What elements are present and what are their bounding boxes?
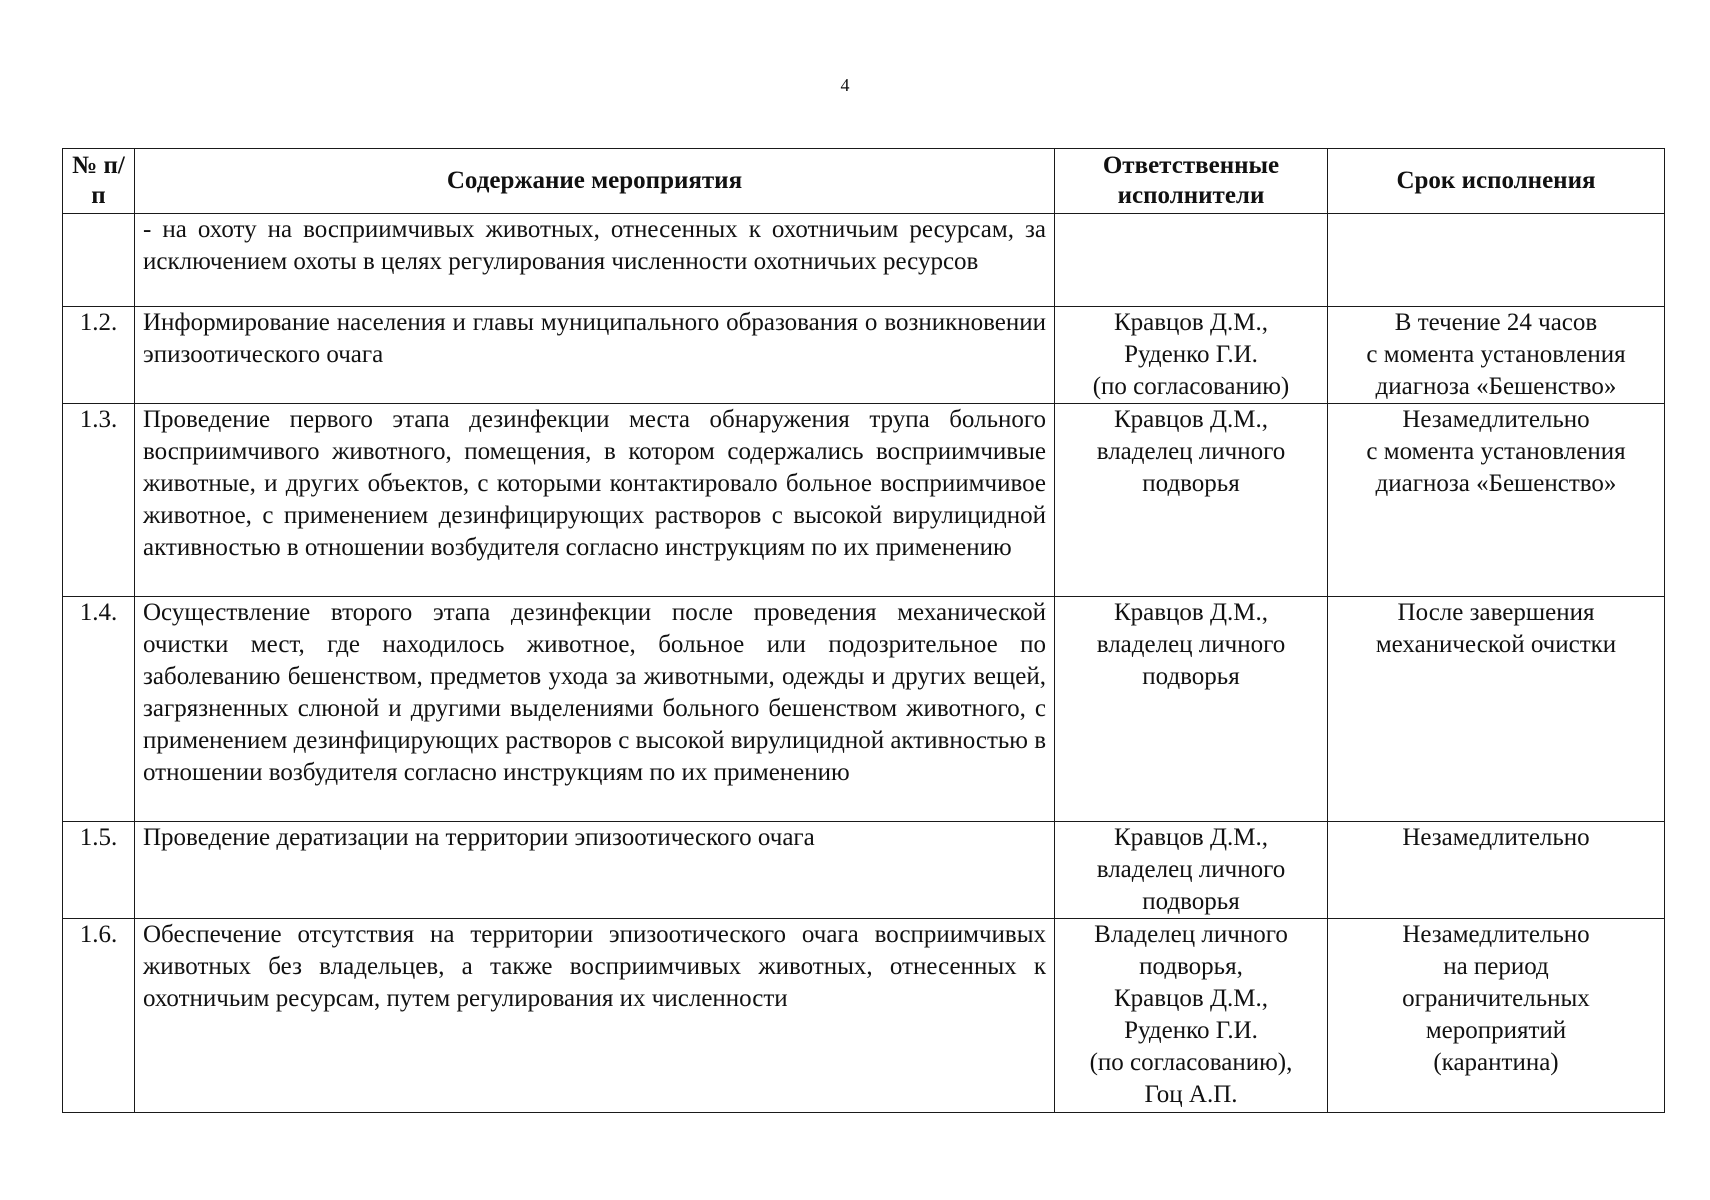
row-content: Обеспечение отсутствия на территории эпизоотического очага восприимчивых животных без владельцев, а также восприимчивых животных, отнесенных к охотничьим ресурсам, путем регулирования их численности [135, 919, 1055, 1113]
row-responsible [1055, 822, 1328, 919]
header-content: Содержание мероприятия [135, 149, 1055, 214]
header-responsible: Ответственные исполнители [1055, 149, 1328, 214]
table-row [63, 307, 1665, 404]
deadline-line: диагноза «Бешенство» [1375, 470, 1617, 497]
deadline-line: диагноза «Бешенство» [1375, 373, 1617, 400]
row-number: 1.3. [63, 404, 135, 597]
deadline-line: Незамедлительно [1402, 921, 1590, 948]
row-number: 1.4. [63, 597, 135, 822]
responsible-line: Владелец личного [1094, 921, 1288, 948]
row-number: 1.5. [63, 822, 135, 919]
deadline-line: механической очистки [1375, 631, 1617, 658]
responsible-line: Гоц А.П. [1144, 1081, 1238, 1108]
row-content: Осуществление второго этапа дезинфекции после проведения механической очистки мест, где находилось животное, больное или подозрительное по заболеванию бешенством, предметов ухода за животными, одежды и других вещей, загрязненных слюной и другими выделениями больного бешенством животного, с применением дезинфицирующих растворов с высокой вирулицидной активностью в отношении возбудителя согласно инструкциям по их применению [135, 597, 1055, 822]
deadline-line: с момента установления [1366, 341, 1626, 368]
deadline-line: Незамедлительно [1402, 406, 1590, 433]
row-number [63, 214, 135, 307]
table-header-row [63, 149, 1665, 214]
row-responsible [1055, 919, 1328, 1113]
row-responsible [1055, 214, 1328, 307]
row-content: Информирование населения и главы муниципального образования о возникновении эпизоотического очага [135, 307, 1055, 404]
deadline-line: (карантина) [1433, 1049, 1559, 1076]
responsible-line: Кравцов Д.М., [1113, 309, 1269, 336]
row-responsible [1055, 597, 1328, 822]
deadline-line: В течение 24 часов [1394, 309, 1598, 336]
row-deadline [1328, 307, 1665, 404]
row-responsible [1055, 307, 1328, 404]
responsible-line: Кравцов Д.М., [1113, 599, 1269, 626]
deadline-line: с момента установления [1366, 438, 1626, 465]
deadline-line: Незамедлительно [1402, 824, 1590, 851]
deadline-line: После завершения [1397, 599, 1595, 626]
page-number: 4 [840, 75, 850, 95]
measures-table [62, 148, 1665, 1113]
row-deadline [1328, 404, 1665, 597]
row-deadline [1328, 214, 1665, 307]
table-row [63, 214, 1665, 307]
responsible-line: (по согласованию) [1092, 373, 1290, 400]
row-content: Проведение первого этапа дезинфекции места обнаружения трупа больного восприимчивого животного, помещения, в котором содержались восприимчивые животные, и других объектов, с которыми контактировало больное восприимчивое животное, с применением дезинфицирующих растворов с высокой вирулицидной активностью в отношении возбудителя согласно инструкциям по их применению [135, 404, 1055, 597]
responsible-line: владелец личного [1096, 438, 1286, 465]
responsible-line: Кравцов Д.М., [1113, 985, 1269, 1012]
row-responsible [1055, 404, 1328, 597]
row-deadline [1328, 597, 1665, 822]
row-content: Проведение дератизации на территории эпизоотического очага [135, 822, 1055, 919]
row-deadline [1328, 822, 1665, 919]
table-row [63, 404, 1665, 597]
responsible-line: подворья [1142, 470, 1240, 497]
header-number: № п/п [63, 149, 135, 214]
responsible-line: владелец личного [1096, 856, 1286, 883]
deadline-line: ограничительных [1402, 985, 1590, 1012]
row-deadline [1328, 919, 1665, 1113]
responsible-line: подворья [1142, 663, 1240, 690]
responsible-line: подворья [1142, 888, 1240, 915]
row-number: 1.2. [63, 307, 135, 404]
responsible-line: подворья, [1139, 953, 1243, 980]
responsible-line: владелец личного [1096, 631, 1286, 658]
responsible-line: Руденко Г.И. [1124, 341, 1258, 368]
responsible-line: (по согласованию), [1089, 1049, 1293, 1076]
deadline-line: мероприятий [1425, 1017, 1567, 1044]
table-row [63, 822, 1665, 919]
table-row [63, 919, 1665, 1113]
row-content: - на охоту на восприимчивых животных, отнесенных к охотничьим ресурсам, за исключением охоты в целях регулирования численности охотничьих ресурсов [135, 214, 1055, 307]
responsible-line: Кравцов Д.М., [1113, 406, 1269, 433]
header-deadline: Срок исполнения [1328, 149, 1665, 214]
table-row [63, 597, 1665, 822]
responsible-line: Руденко Г.И. [1124, 1017, 1258, 1044]
row-number: 1.6. [63, 919, 135, 1113]
responsible-line: Кравцов Д.М., [1113, 824, 1269, 851]
deadline-line: на период [1443, 953, 1549, 980]
